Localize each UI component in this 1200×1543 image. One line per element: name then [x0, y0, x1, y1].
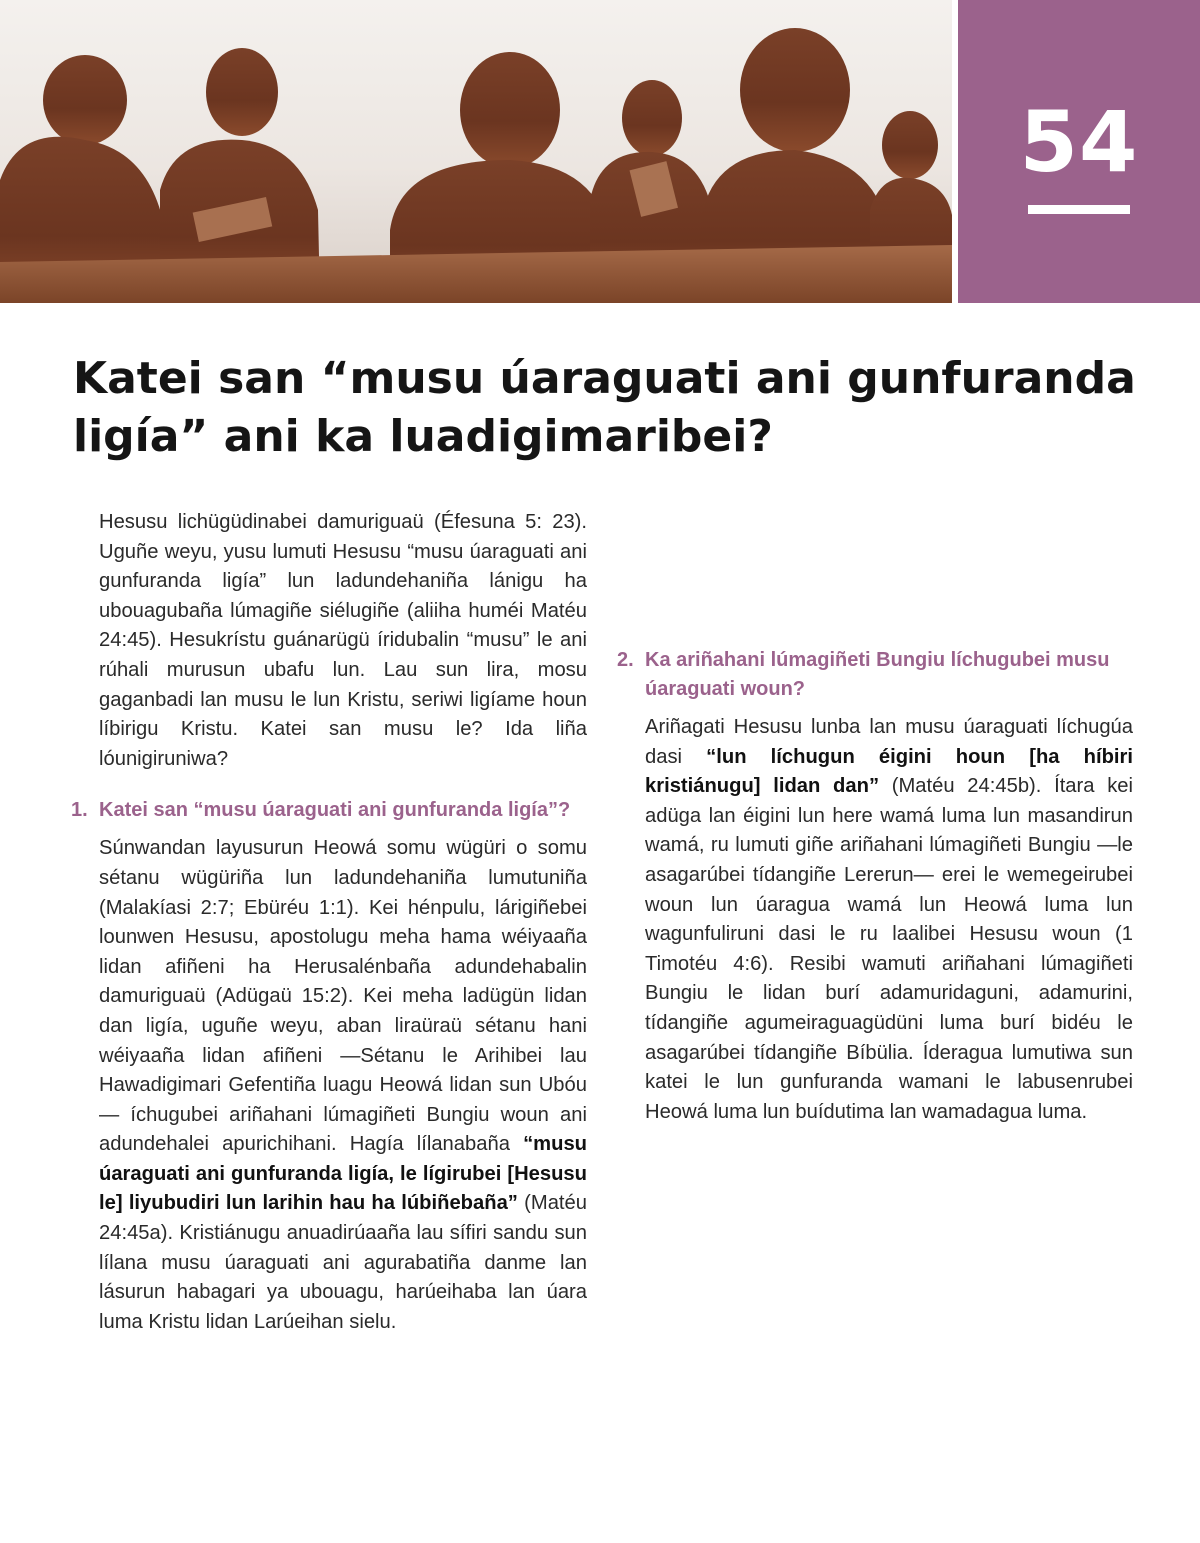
question-2-heading: [617, 646, 1133, 704]
question-1-number: 1.: [71, 799, 88, 822]
question-1-text: Katei san “musu úaraguati ani gunfuranda ligía”?: [99, 799, 571, 822]
men-at-table-illustration: [0, 0, 952, 303]
lesson-number: 54: [1019, 93, 1139, 191]
question-2-quote: “lun líchugun éigini houn [ha híbiri kristiánugu] lidan dan”: [645, 745, 1133, 798]
question-2-text: Ka ariñahani lúmagiñeti Bungiu líchugubei musu úaraguati woun?: [645, 649, 1110, 700]
question-2-number: 2.: [617, 649, 634, 671]
question-1-quote: “musu úaraguati ani gunfuranda ligía, le lígirubei [Hesusu le] liyubudiri lun larihin hau ha lúbiñebaña”: [99, 1133, 588, 1215]
header-photo: [0, 0, 952, 303]
question-2-answer: [645, 713, 1133, 1127]
badge-underline: [1028, 205, 1130, 214]
lesson-title: Katei san “musu úaraguati ani gunfuranda ligía” ani ka luadigimaribei?: [73, 353, 1136, 462]
question-2-answer-text: (Matéu 24:45b). Ítara kei adüga lan éigini lun here wamá luma lun masandirun wamá, ru lumuti giñe ariñahani lúmagiñeti Bungiu —le asagarúbei tídangiñe Lererun— erei le wemegeirubei woun lun úaragua wamá lun Heowá luma lun wagunfuliruni dasi le ru laalibei Hesusu woun (1 Timotéu 4:6). Resibi wamuti ariñahani lúmagiñeti Bungiu le lidan burí adamuridaguni, adamurini, tídangiñe agumeiraguagüdüni luma burí bidéu le asagarúbei tídangiñe Bíbülia. Íderagua lumutiwa sun katei le lun gunfuranda wamani le labusenrubei Heowá luma lun buídutima lan wamadagua luma.: [645, 775, 1133, 1123]
question-1-answer: [99, 834, 587, 1337]
left-column: [71, 508, 588, 1337]
intro-paragraph: Hesusu lichügüdinabei damuriguaü (Éfesuna 5: 23). Uguñe weyu, yusu lumuti Hesusu “musu úaraguati ani gunfuranda ligía” lun ladundehaniña lánigu ha ubouagubaña lúmagiñe siélugiñe (aliiha huméi Matéu 24:45). Hesukrístu guánarügü íridubalin “musu” le ani rúhali murusun ubafu lun. Lau sun lira, mosu gaganbadi lan musu le lun Kristu, seriwi ligíame houn líbirigu Kristu. Katei san musu le? Ida liña lóunigiruniwa?: [99, 511, 587, 770]
question-1-answer-text: Súnwandan layusurun Heowá somu wügüri o somu sétanu wügüriña lun ladundehaniña lumutuniña (Malakíasi 2:7; Ebüréu 1:1). Kei hénpulu, lárigiñebei lounwen Hesusu, apostolugu meha hama wéiyaaña lidan afiñeni ha Herusalénbaña adundehabalin damuriguaü (Adügaü 15:2). Kei meha ladügün lidan dan ligía, uguñe weyu, aban liraüraü sétanu hani wéiyaaña lidan afiñeni —Sétanu le Arihibei lau Hawadigimari Gefentiña luagu Heowá lidan sun Ubóu— íchugubei ariñahani lúmagiñeti Bungiu woun ani adundehalei apurichihani. Hagía lílanabaña: [99, 837, 587, 1156]
question-1-heading: [71, 796, 587, 825]
question-1-after-quote: (Matéu 24:45a). Kristiánugu anuadirúaaña lau sífiri sandu sun lílana musu úaraguati ani agurabatiña danme lan lásurun habagari ya ubouagu, harúeihaba lan úara luma Kristu lidan Larúeihan sielu.: [99, 1192, 587, 1333]
lesson-number-badge: [958, 0, 1200, 303]
right-column: [617, 508, 1133, 1127]
question-2-before-quote: Ariñagati Hesusu lunba lan musu úaraguati líchugúa dasi: [645, 716, 1133, 768]
